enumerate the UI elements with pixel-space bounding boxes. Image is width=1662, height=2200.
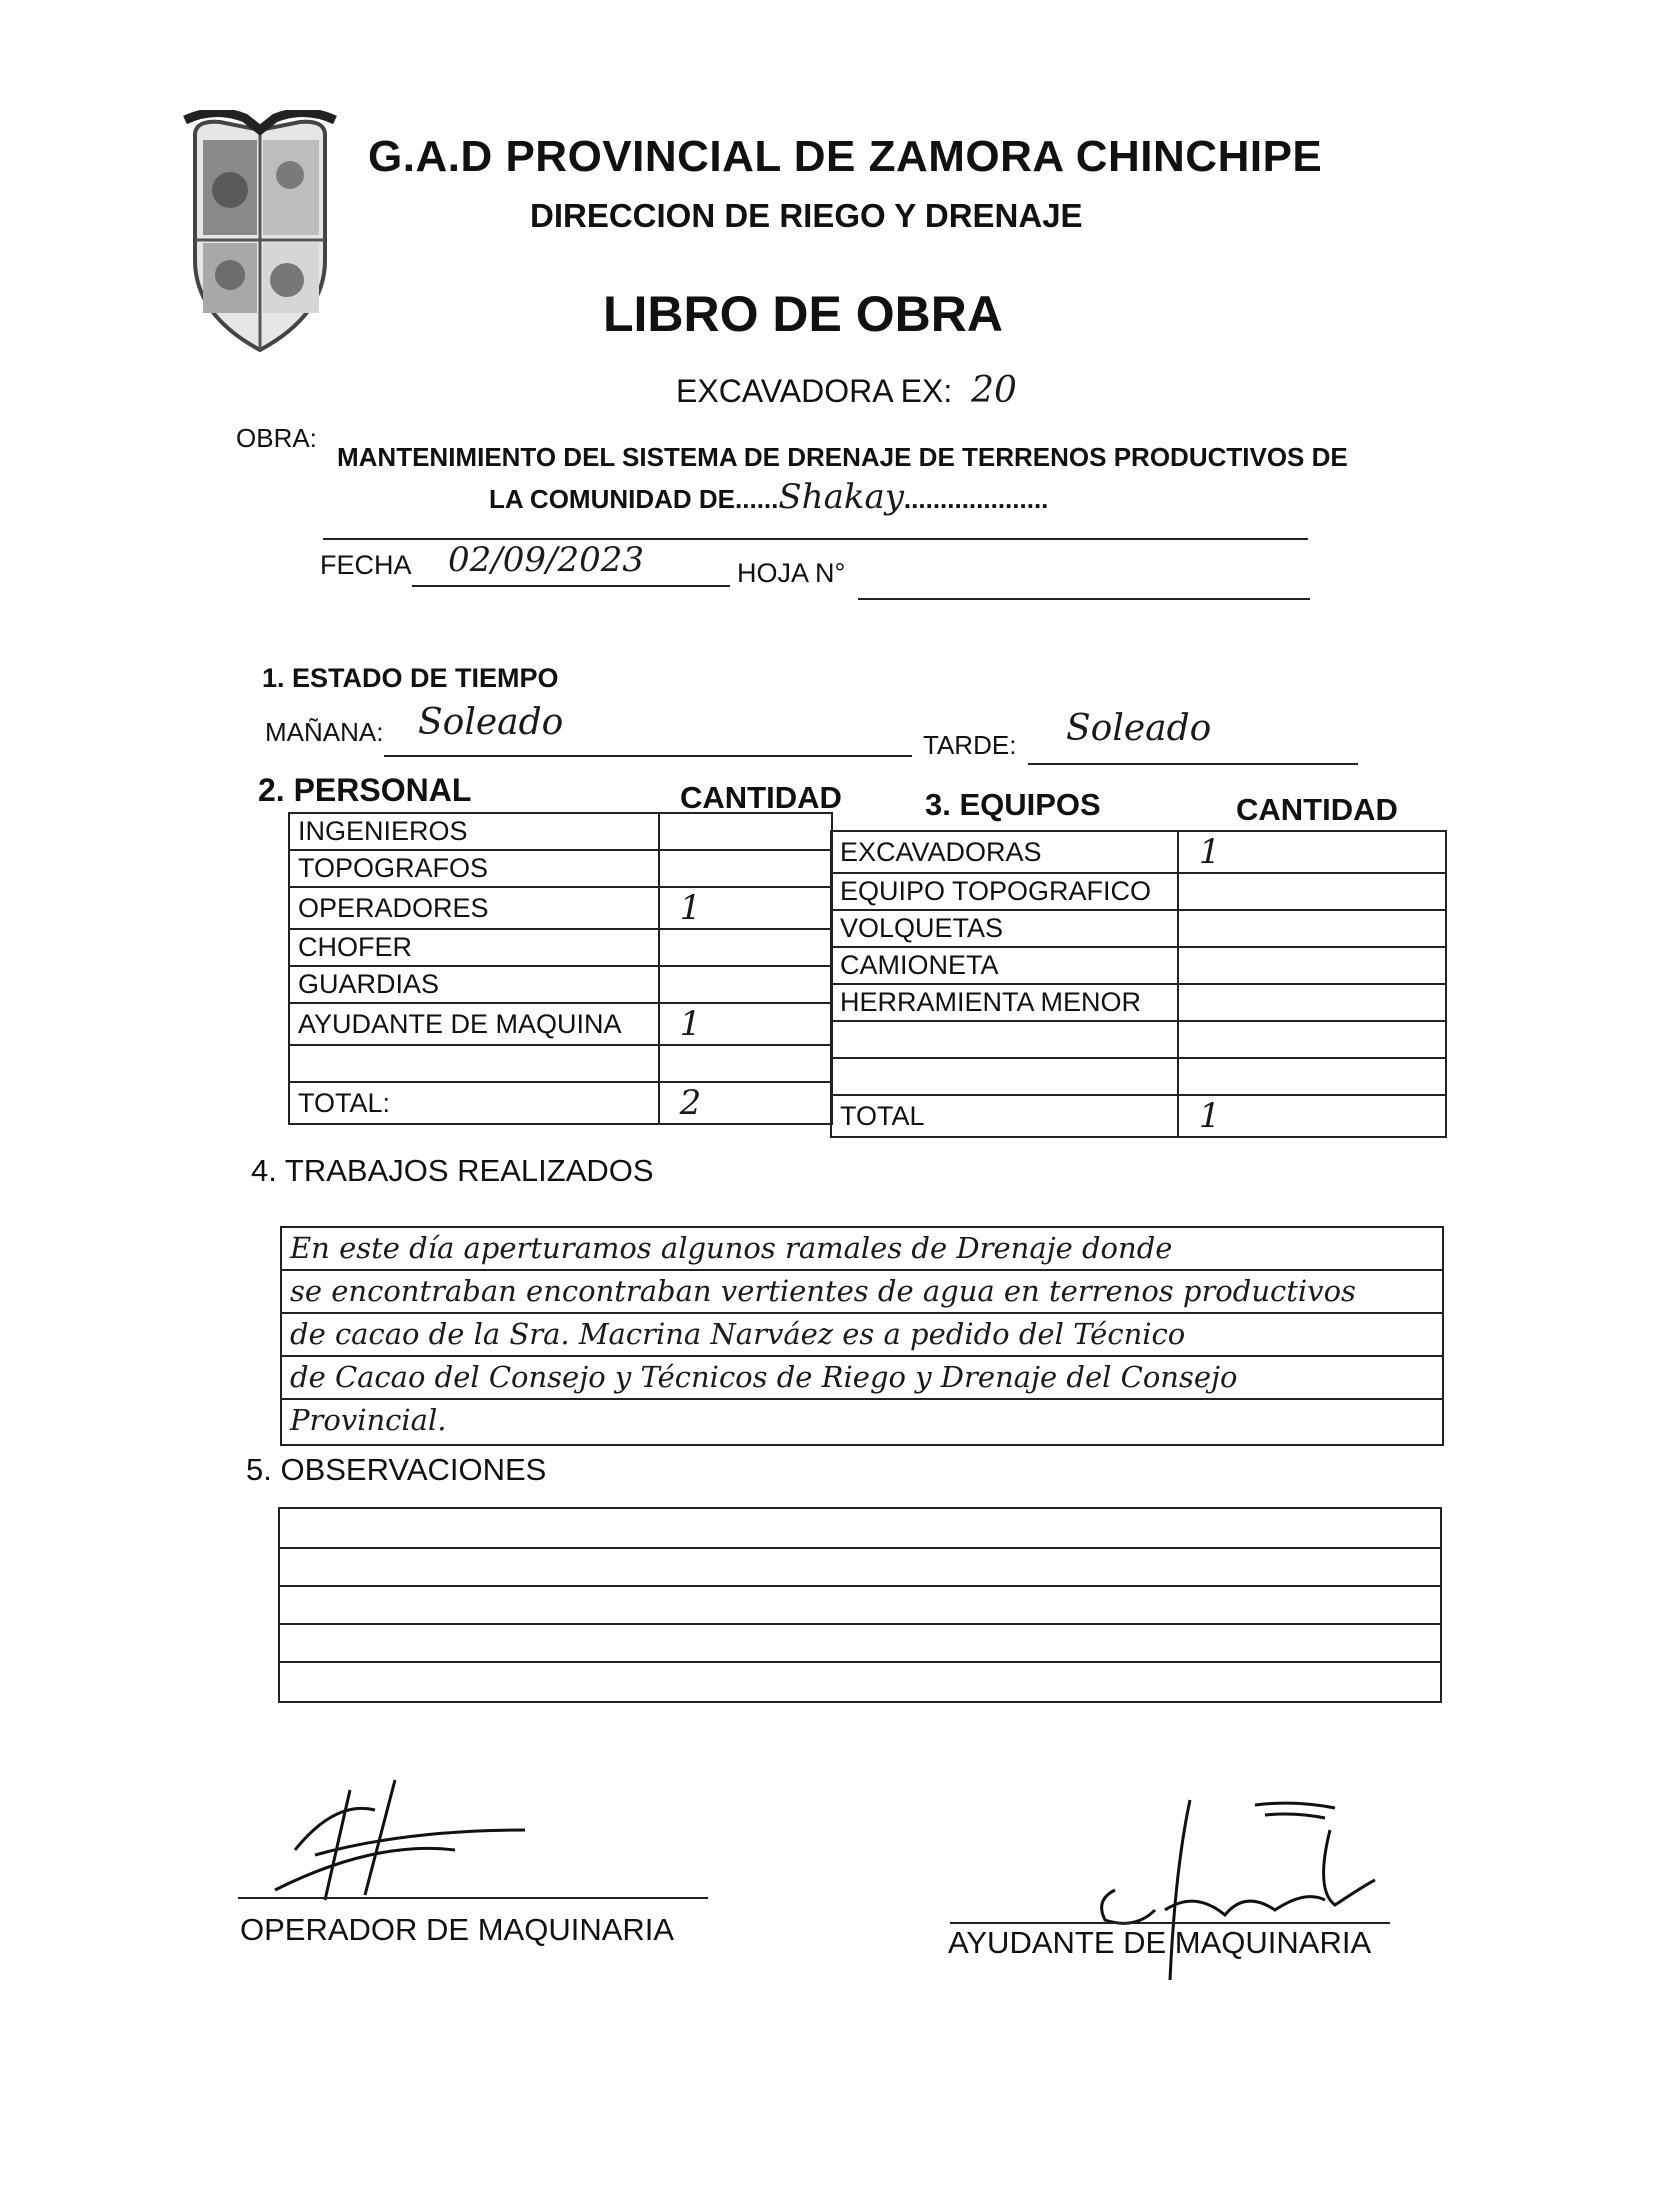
ayudante-signature — [1075, 1790, 1385, 1995]
row-quantity — [1178, 873, 1446, 910]
manana-label: MAÑANA: — [265, 717, 384, 747]
row-quantity — [659, 929, 832, 966]
row-quantity — [659, 850, 832, 887]
row-label: OPERADORES — [289, 887, 659, 929]
row-quantity — [659, 813, 832, 850]
document-title: LIBRO DE OBRA — [603, 286, 1003, 342]
ayudante-signature-line — [950, 1922, 1390, 1924]
table-row — [831, 984, 1446, 1021]
trabajo-line: de Cacao del Consejo y Técnicos de Riego y Drenaje del Consejo — [282, 1357, 1442, 1400]
row-quantity — [1178, 984, 1446, 1021]
excavator-number: 20 — [971, 370, 1017, 411]
table-row — [831, 831, 1446, 873]
observaciones-box — [278, 1507, 1442, 1703]
provincial-crest-logo — [175, 110, 345, 360]
observaciones-line — [280, 1547, 1440, 1549]
row-label — [831, 1058, 1178, 1095]
comunidad-value: Shakay — [778, 477, 904, 517]
trabajo-line: En este día aperturamos algunos ramales de Drenaje donde — [282, 1228, 1442, 1271]
row-label: EXCAVADORAS — [831, 831, 1178, 873]
hoja-label: HOJA N° — [737, 558, 846, 588]
fecha-underline — [412, 585, 730, 587]
row-quantity — [659, 966, 832, 1003]
total-value: 2 — [659, 1082, 832, 1124]
row-label: EQUIPO TOPOGRAFICO — [831, 873, 1178, 910]
row-quantity: 1 — [659, 1003, 832, 1045]
personal-table — [288, 812, 833, 1125]
table-row — [831, 1058, 1446, 1095]
row-label: CAMIONETA — [831, 947, 1178, 984]
tarde-value: Soleado — [1066, 708, 1212, 749]
row-quantity — [1178, 947, 1446, 984]
trabajo-line: de cacao de la Sra. Macrina Narváez es a pedido del Técnico — [282, 1314, 1442, 1357]
row-label: TOPOGRAFOS — [289, 850, 659, 887]
row-label: CHOFER — [289, 929, 659, 966]
hoja-underline — [858, 598, 1310, 600]
manana-underline — [384, 755, 912, 757]
personal-cantidad-header: CANTIDAD — [680, 780, 842, 815]
table-row — [289, 929, 832, 966]
row-quantity: 1 — [1178, 831, 1446, 873]
table-row — [831, 947, 1446, 984]
observaciones-line — [280, 1623, 1440, 1625]
estado-tiempo-title: 1. ESTADO DE TIEMPO — [262, 663, 559, 693]
table-row — [831, 873, 1446, 910]
operador-signature-line — [238, 1897, 708, 1899]
total-label: TOTAL — [831, 1095, 1178, 1137]
row-quantity — [1178, 910, 1446, 947]
row-quantity: 1 — [659, 887, 832, 929]
tarde-label: TARDE: — [923, 730, 1017, 760]
equipos-title: 3. EQUIPOS — [925, 787, 1101, 822]
row-quantity — [659, 1045, 832, 1082]
fecha-value: 02/09/2023 — [448, 540, 644, 580]
row-label: HERRAMIENTA MENOR — [831, 984, 1178, 1021]
observaciones-title: 5. OBSERVACIONES — [246, 1452, 547, 1487]
total-label: TOTAL: — [289, 1082, 659, 1124]
obra-label: OBRA: — [236, 423, 317, 453]
table-row — [289, 813, 832, 850]
table-row — [831, 1021, 1446, 1058]
fecha-label: FECHA — [320, 550, 412, 580]
equipos-table — [830, 830, 1447, 1138]
obra-line-2: LA COMUNIDAD DE......Shakay.................... — [489, 477, 1049, 517]
trabajos-title: 4. TRABAJOS REALIZADOS — [251, 1153, 654, 1188]
table-row — [289, 1003, 832, 1045]
row-quantity — [1178, 1021, 1446, 1058]
row-label: AYUDANTE DE MAQUINA — [289, 1003, 659, 1045]
personal-title: 2. PERSONAL — [258, 772, 472, 808]
total-row — [831, 1095, 1446, 1137]
table-row — [289, 887, 832, 929]
table-row — [289, 1045, 832, 1082]
tarde-underline — [1028, 763, 1358, 765]
org-title: G.A.D PROVINCIAL DE ZAMORA CHINCHIPE — [368, 132, 1323, 181]
operador-signature — [255, 1770, 545, 1915]
row-quantity — [1178, 1058, 1446, 1095]
trabajo-line: se encontraban encontraban vertientes de agua en terrenos productivos — [282, 1271, 1442, 1314]
row-label: GUARDIAS — [289, 966, 659, 1003]
equipos-cantidad-header: CANTIDAD — [1236, 792, 1398, 827]
trabajos-box — [280, 1226, 1444, 1446]
comunidad-label: LA COMUNIDAD DE — [489, 484, 736, 514]
excavator-label: EXCAVADORA EX: — [676, 373, 953, 409]
total-row — [289, 1082, 832, 1124]
observaciones-line — [280, 1585, 1440, 1587]
excavator-line — [676, 370, 1017, 411]
trabajo-line: Provincial. — [290, 1403, 447, 1437]
row-label — [831, 1021, 1178, 1058]
obra-description — [337, 437, 1417, 519]
table-row — [831, 910, 1446, 947]
fecha-field — [320, 550, 412, 581]
ayudante-label: AYUDANTE DE MAQUINARIA — [948, 1925, 1372, 1960]
table-row — [289, 966, 832, 1003]
obra-line-1: MANTENIMIENTO DEL SISTEMA DE DRENAJE DE TERRENOS PRODUCTIVOS DE — [337, 442, 1348, 472]
row-label: INGENIEROS — [289, 813, 659, 850]
total-value: 1 — [1178, 1095, 1446, 1137]
row-label: VOLQUETAS — [831, 910, 1178, 947]
observaciones-line — [280, 1661, 1440, 1663]
department-title: DIRECCION DE RIEGO Y DRENAJE — [530, 197, 1083, 234]
table-row — [289, 850, 832, 887]
row-label — [289, 1045, 659, 1082]
operador-label: OPERADOR DE MAQUINARIA — [240, 1912, 675, 1947]
manana-value: Soleado — [418, 702, 564, 743]
